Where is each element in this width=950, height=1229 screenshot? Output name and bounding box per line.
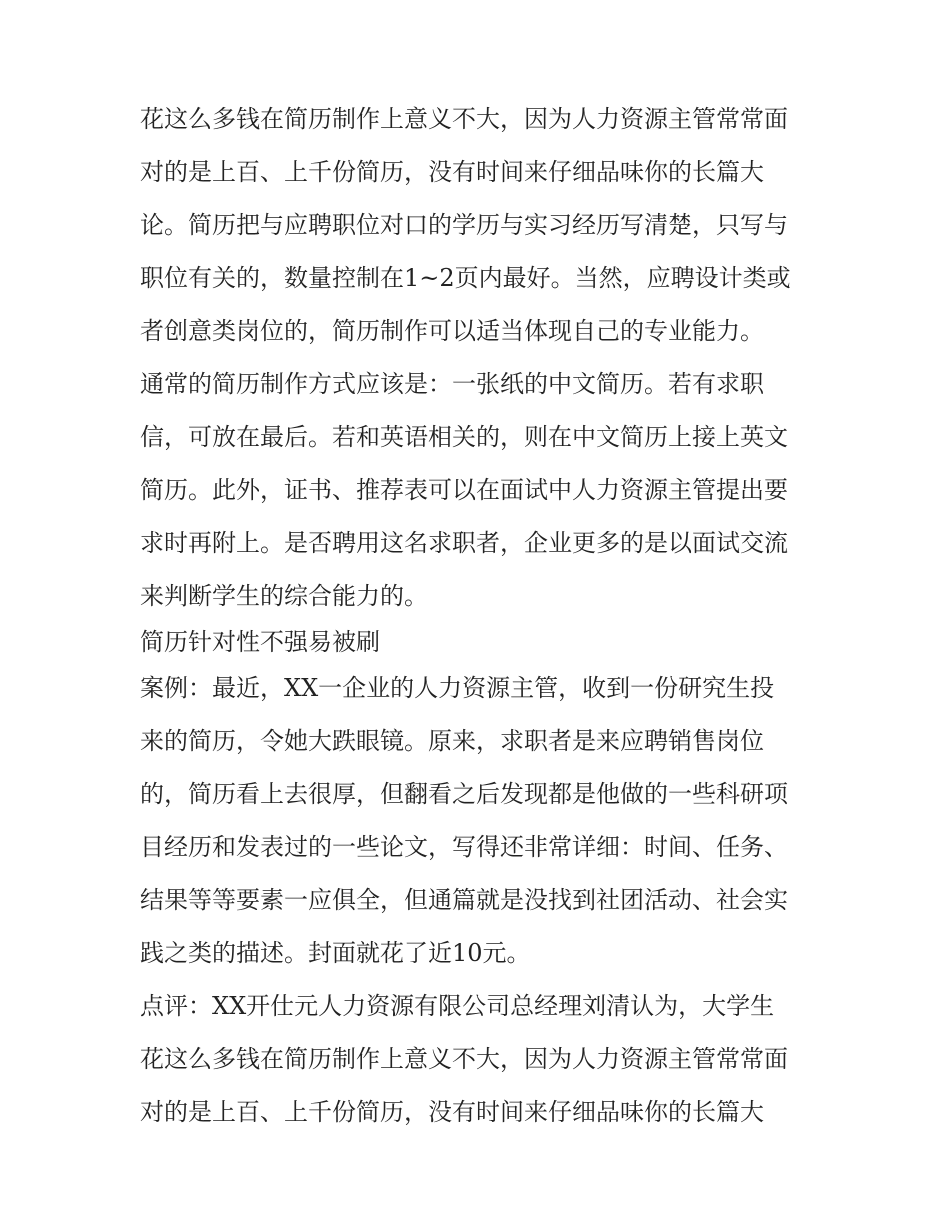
text-line: 简历。此外，证书、推荐表可以在面试中人力资源主管提出要 [140,476,788,504]
text-line: 论。简历把与应聘职位对口的学历与实习经历写清楚，只写与 [140,211,788,239]
text-line: 花这么多钱在简历制作上意义不大，因为人力资源主管常常面 [140,105,788,133]
text-line: 信，可放在最后。若和英语相关的，则在中文简历上接上英文 [140,423,788,451]
text-line: 求时再附上。是否聘用这名求职者，企业更多的是以面试交流 [140,529,788,557]
text-line: 对的是上百、上千份简历，没有时间来仔细品味你的长篇大 [140,158,764,186]
document-body [140,107,820,1153]
text-line: 结果等等要素一应俱全，但通篇就是没找到社团活动、社会实 [140,886,788,914]
text-line: 职位有关的，数量控制在1~2页内最好。当然，应聘设计类或 [140,264,791,292]
section-heading: 简历针对性不强易被刷 [140,628,380,656]
text-line: 通常的简历制作方式应该是：一张纸的中文简历。若有求职 [140,370,764,398]
text-line: 来判断学生的综合能力的。 [140,582,428,610]
text-line: 来的简历，令她大跌眼镜。原来，求职者是来应聘销售岗位 [140,727,764,755]
text-line: 花这么多钱在简历制作上意义不大，因为人力资源主管常常面 [140,1045,788,1073]
text-line: 者创意类岗位的，简历制作可以适当体现自己的专业能力。 [140,317,764,345]
text-line: 案例：最近，XX一企业的人力资源主管，收到一份研究生投 [140,674,775,702]
text-line: 目经历和发表过的一些论文，写得还非常详细：时间、任务、 [140,833,788,861]
text-line: 点评：XX开仕元人力资源有限公司总经理刘清认为，大学生 [140,992,775,1020]
text-line: 的，简历看上去很厚，但翻看之后发现都是他做的一些科研项 [140,780,788,808]
text-line: 对的是上百、上千份简历，没有时间来仔细品味你的长篇大 [140,1098,764,1126]
text-line: 践之类的描述。封面就花了近10元。 [140,939,531,967]
